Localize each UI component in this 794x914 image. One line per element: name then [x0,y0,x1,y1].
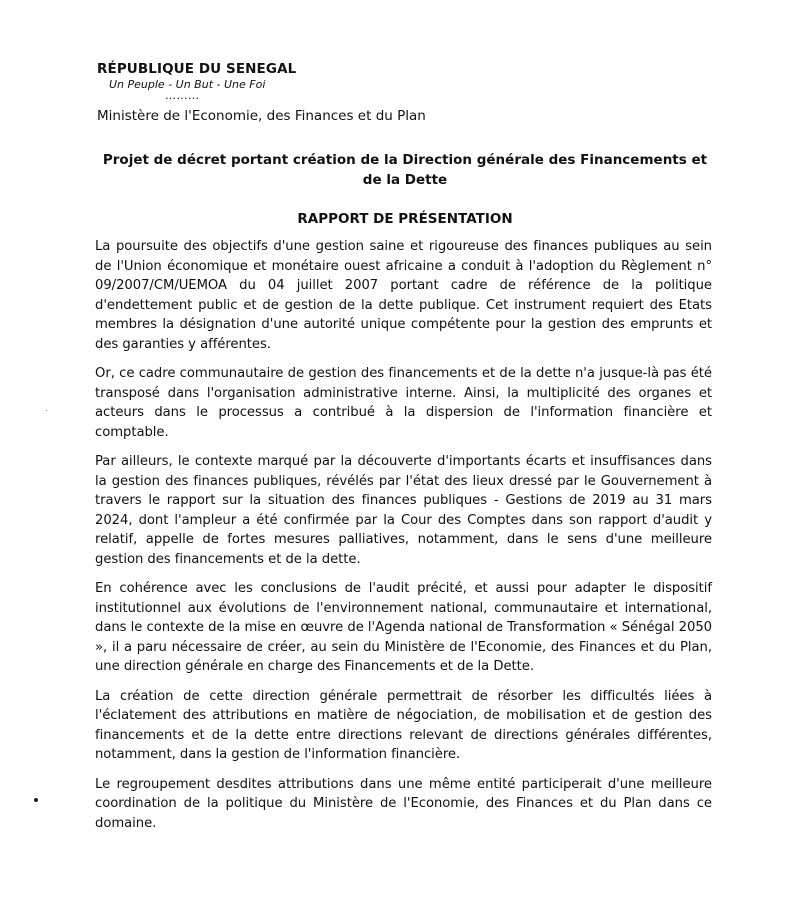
ministry-name: Ministère de l'Economie, des Finances et du Plan [97,108,426,124]
republic-name: RÉPUBLIQUE DU SENEGAL [97,61,297,77]
paragraph: Or, ce cadre communautaire de gestion des financements et de la dette n'a jusque-là pas été transposé dans l'organisation administrative interne. Ainsi, la multiplicité des organes et acteurs dans le processus a contribué à la dispersion de l'information financière et comptable. [95,366,712,440]
document-subtitle: RAPPORT DE PRÉSENTATION [297,211,513,227]
paragraph: En cohérence avec les conclusions de l'audit précité, et aussi pour adapter le dispositif institutionnel aux évolutions de l'environnement national, communautaire et international, dans le contexte de la mise en œuvre de l'Agenda national de Transformation « Sénégal 2050 », il a paru nécessaire de créer, au sein du Ministère de l'Economie, des Finances et du Plan, une direction générale en charge des Financements et de la Dette. [95,581,712,674]
margin-dot [34,798,38,802]
document-body [95,237,712,843]
document-title: Projet de décret portant création de la Direction générale des Financements et de la Dette [102,152,708,188]
paragraph: Le regroupement desdites attributions dans une même entité participerait d'une meilleure coordination de la politique du Ministère de l'Economie, des Finances et du Plan dans ce domaine. [95,776,712,831]
paragraph: La création de cette direction générale permettrait de résorber les difficultés liées à l'éclatement des attributions en matière de négociation, de mobilisation et de gestion des financements et de la dette entre directions relevant de directions générales différentes, notamment, dans la gestion de l'information financière. [95,688,712,762]
scan-speck [46,410,47,411]
letterhead [97,60,497,125]
paragraph: Par ailleurs, le contexte marqué par la découverte d'importants écarts et insuffisances dans la gestion des finances publiques, révélés par l'état des lieux dressé par le Gouvernement à travers le rapport sur la situation des finances publiques - Gestions de 2019 au 31 mars 2024, dont l'ampleur a été confirmée par la Cour des Comptes dans son rapport d'audit y relatif, appelle de fortes mesures palliatives, notamment, dans le sens d'une meilleure gestion des financements et de la dette. [95,454,712,567]
paragraph: La poursuite des objectifs d'une gestion saine et rigoureuse des finances publiques au sein de l'Union économique et monétaire ouest africaine a conduit à l'adoption du Règlement n° 09/2007/CM/UEMOA du 04 juillet 2007 portant cadre de référence de la politique d'endettement public et de gestion de la dette publique. Cet instrument requiert des Etats membres la désignation d'une autorité unique compétente pour la gestion des emprunts et des garanties y afférentes. [95,239,712,352]
separator-dots: ……… [165,89,200,102]
national-motto: Un Peuple - Un But - Une Foi [109,78,266,91]
